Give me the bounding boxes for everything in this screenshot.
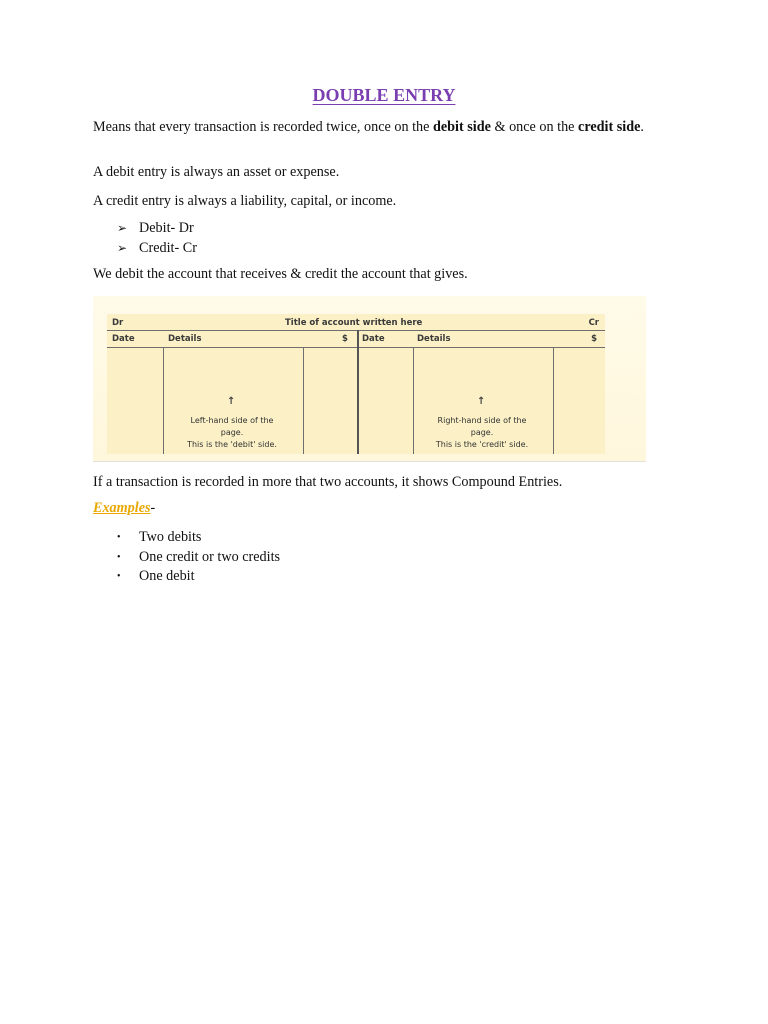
list-item	[117, 548, 280, 568]
divider	[107, 330, 605, 331]
left-details-header: Details	[168, 334, 202, 344]
divider	[107, 347, 605, 348]
intro-text-2: & once on the	[490, 119, 579, 135]
list-item	[117, 239, 197, 259]
list-item	[117, 219, 197, 239]
note-line: This is the 'debit' side.	[187, 440, 277, 449]
up-arrow-icon: ↑	[477, 396, 486, 407]
list-item-text: One credit or two credits	[139, 548, 281, 565]
intro-bold-credit: credit side	[578, 119, 641, 135]
rule-paragraph: We debit the account that receives & credit the account that gives.	[93, 266, 468, 282]
bullet-icon: •	[117, 532, 121, 544]
column-divider	[553, 347, 554, 454]
left-date-header: Date	[112, 334, 135, 344]
examples-heading	[93, 500, 155, 517]
compound-paragraph: If a transaction is recorded in more that two accounts, it shows Compound Entries.	[93, 474, 563, 490]
center-divider	[357, 330, 359, 454]
note-line: Left-hand side of the	[190, 416, 274, 425]
t-account-table	[107, 314, 605, 454]
left-amount-header: $	[342, 334, 348, 344]
list-item-text: Two debits	[139, 529, 202, 546]
credit-entry-paragraph: A credit entry is always a liability, capital, or income.	[93, 193, 397, 209]
note-line: page.	[220, 428, 244, 437]
right-details-header: Details	[417, 334, 451, 344]
bullet-icon: •	[117, 551, 121, 563]
left-side-note	[167, 415, 297, 451]
note-line: Right-hand side of the	[437, 416, 527, 425]
column-divider	[413, 347, 414, 454]
list-item	[117, 567, 280, 587]
intro-bold-debit: debit side	[432, 119, 491, 135]
intro-text-3: .	[640, 119, 644, 135]
bullet-icon: •	[117, 571, 121, 583]
note-line: This is the 'credit' side.	[435, 440, 529, 449]
t-account-figure	[93, 296, 646, 462]
list-item-text: Credit- Cr	[139, 239, 197, 256]
page-title: DOUBLE ENTRY	[312, 85, 456, 105]
figure-border	[93, 461, 646, 462]
abbreviation-list	[117, 219, 197, 258]
examples-suffix: -	[150, 500, 156, 516]
right-date-header: Date	[362, 334, 385, 344]
intro-text-1: Means that every transaction is recorded twice, once on the	[93, 119, 433, 135]
debit-entry-paragraph: A debit entry is always an asset or expense.	[93, 164, 340, 180]
arrow-bullet-icon: ➢	[117, 221, 128, 236]
column-divider	[303, 347, 304, 454]
cr-label: Cr	[588, 318, 599, 328]
list-item	[117, 528, 280, 548]
list-item-text: Debit- Dr	[139, 220, 194, 237]
arrow-bullet-icon: ➢	[117, 240, 128, 255]
right-side-note	[417, 415, 547, 451]
column-divider	[163, 347, 164, 454]
dr-label: Dr	[112, 318, 124, 328]
examples-list	[117, 528, 280, 587]
account-title: Title of account written here	[285, 318, 423, 328]
list-item-text: One debit	[139, 568, 195, 585]
note-line: page.	[470, 428, 494, 437]
intro-paragraph	[93, 117, 673, 137]
right-amount-header: $	[591, 334, 597, 344]
up-arrow-icon: ↑	[227, 396, 236, 407]
examples-label: Examples	[93, 500, 151, 516]
